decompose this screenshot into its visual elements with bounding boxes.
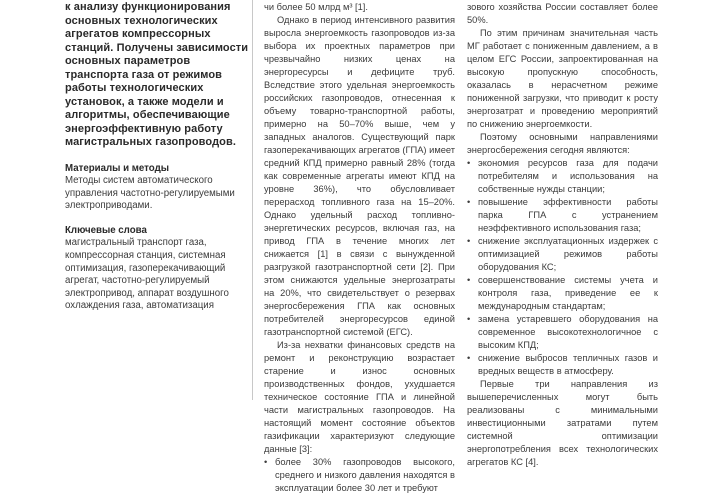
materials-text: Методы систем автоматического управления частотно-регулируемыми электроприводами. bbox=[65, 175, 235, 212]
bullet-text: снижение эксплуатационных издержек с оптимизацией режимов работы оборудования КС; bbox=[478, 236, 658, 272]
paragraph: Поэтому основными направлениями энергосбережения сегодня являются: bbox=[467, 132, 658, 155]
paragraph: По этим причинам значительная часть МГ работает с пониженным давлением, а в целом ЕГС России, запроектированная на высокую пропускную способность, оказалась в нерасчетном режиме пониженной загрузки, что приводит к росту энергозатрат и проведению мероприятий по снижению энергоемкости. bbox=[467, 28, 658, 129]
bullet-item bbox=[467, 235, 658, 274]
bullet-marker: • bbox=[467, 314, 471, 324]
bullet-item bbox=[467, 313, 658, 352]
bullet-text: совершенствование системы учета и контроля газа, приведение ее к международным стандартам; bbox=[478, 275, 658, 311]
sidebar-column bbox=[65, 1, 249, 313]
bullet-marker: • bbox=[467, 353, 471, 363]
paragraph: Однако в период интенсивного развития выросла энергоемкость газопроводов из-за выбора их проектных параметров при чрезвычайно низких ценах на энергоресурсы и дефиците труб. Вследствие этого удельная энергоемкость российских газопроводов, отнесенная к объему товарно-транспортной работы, примерно на 50–70% выше, чем у западных аналогов. Существующий парк газоперекачивающих агрегатов (ГПА) имеет средний КПД примерно равный 28% (тогда как современные агрегаты имеют КПД на уровне 36%), что обусловливает перерасход топливного газа на 15–20%. Однако удельный расход топливно-энергетических ресурсов, включая газ, на привод ГПА в течение многих лет снижается [1] в связи с вынужденной разгрузкой газотранспортной сети [2]. При этом снижаются удельные энергозатраты на 20%, что свидетельствует о резервах энергосбережения ГПА как основных потребителей энергоресурсов единой газотранспортной системой (ЕГС). bbox=[264, 15, 455, 337]
bullet-marker: • bbox=[264, 457, 268, 467]
middle-column bbox=[264, 1, 455, 495]
bullet-text: снижение выбросов тепличных газов и вредных веществ в атмосферу. bbox=[478, 353, 658, 376]
bullet-text: замена устаревшего оборудования на современное высокотехнологичное с высоким КПД; bbox=[478, 314, 658, 350]
bullet-text: экономия ресурсов газа для подачи потребителям и использования на собственные нужды станции; bbox=[478, 158, 658, 194]
bullet-text: более 30% газопроводов высокого, среднего и низкого давления находятся в эксплуатации более 30 лет и требуют bbox=[275, 457, 455, 493]
keywords-section bbox=[65, 225, 249, 313]
right-column bbox=[467, 1, 658, 469]
paragraph: Первые три направления из вышеперечисленных могут быть реализованы с минимальными инвестиционными затратами путем системной оптимизации энергопотребления всех технологических агрегатов КС [4]. bbox=[467, 379, 658, 467]
bullet-item bbox=[467, 196, 658, 235]
bullet-item bbox=[467, 352, 658, 378]
bullet-marker: • bbox=[467, 275, 471, 285]
column-divider bbox=[252, 0, 253, 400]
materials-section bbox=[65, 163, 249, 213]
bullet-item bbox=[467, 157, 658, 196]
paragraph: зового хозяйства России составляет более 50%. bbox=[467, 2, 658, 25]
bullet-marker: • bbox=[467, 236, 471, 246]
abstract-text: к анализу функционирования основных технологических агрегатов компрессорных станций. Получены зависимости основных параметров транспорта газа от режимов работы технологических установок, а также модели и алгоритмы, обеспечивающие энергоэффективную работу магистральных газопроводов. bbox=[65, 1, 249, 148]
paragraph: Из-за нехватки финансовых средств на ремонт и реконструкцию возрастает старение и износ основных производственных фондов, ухудшается техническое состояние ГПА и линейной части магистральных газопроводов. На настоящий момент состояние объектов газификации характеризуют следующие данные [3]: bbox=[264, 340, 455, 454]
bullet-marker: • bbox=[467, 197, 471, 207]
bullet-text: повышение эффективности работы парка ГПА с устранением неэффективного использования газа; bbox=[478, 197, 658, 233]
bullet-marker: • bbox=[467, 158, 471, 168]
materials-heading: Материалы и методы bbox=[65, 162, 169, 174]
bullet-item bbox=[467, 274, 658, 313]
keywords-text: магистральный транспорт газа, компрессорная станция, системная оптимизация, газоперекачивающий агрегат, частотно-регулируемый электропривод, аппарат воздушного охлаждения газа, автоматизация bbox=[65, 237, 229, 312]
bullet-item bbox=[264, 456, 455, 495]
paragraph: чи более 50 млрд м³ [1]. bbox=[264, 2, 368, 12]
keywords-heading: Ключевые слова bbox=[65, 224, 147, 236]
